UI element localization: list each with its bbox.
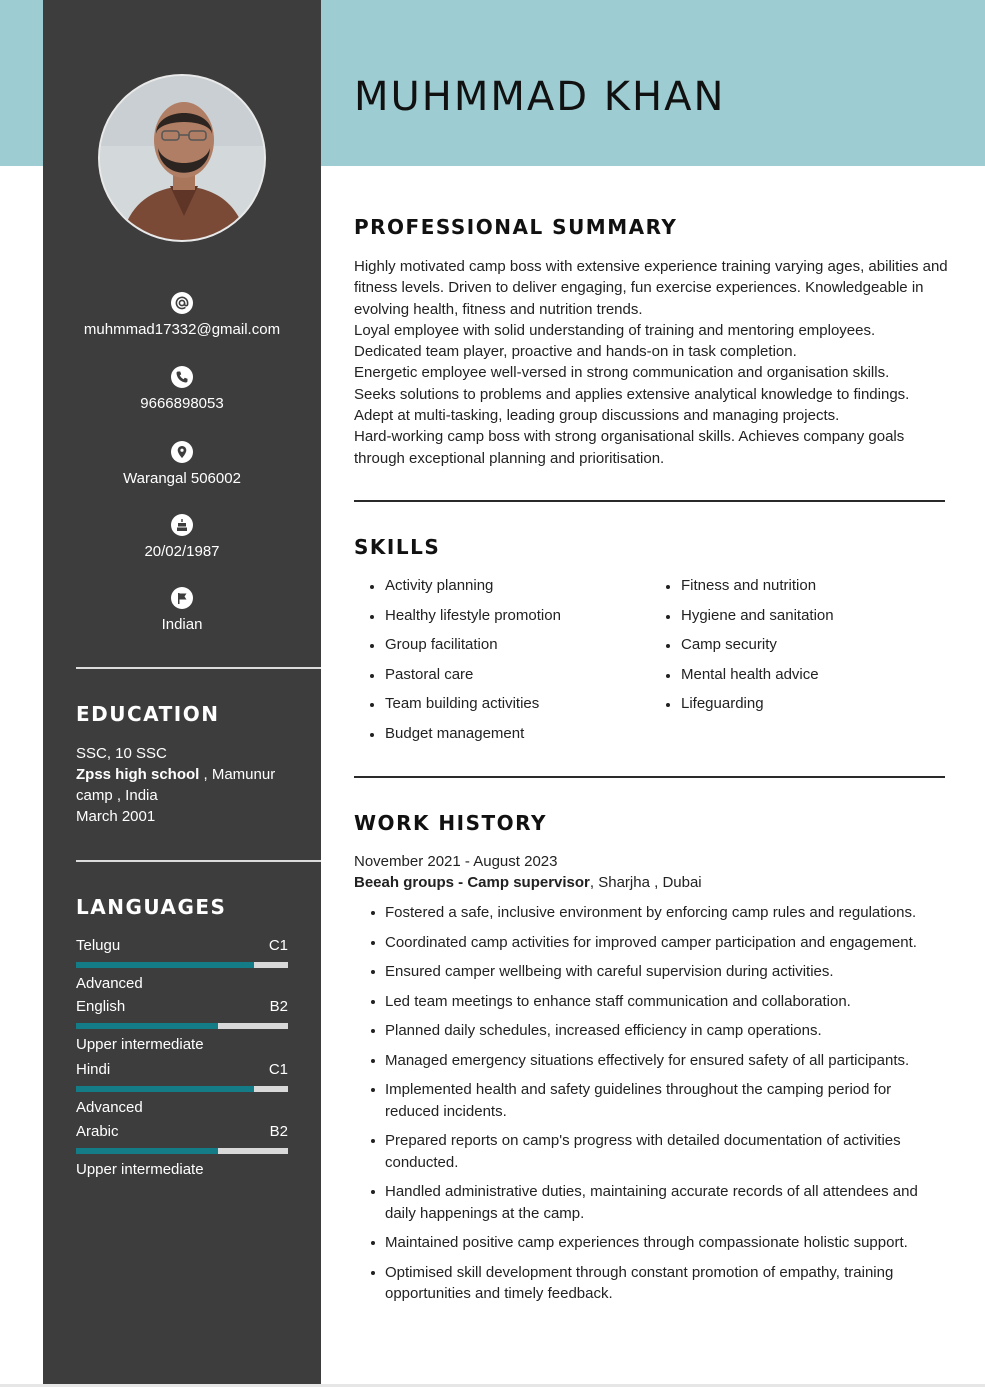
education-degree: SSC, 10 SSC — [76, 745, 167, 762]
summary-line: Loyal employee with solid understanding of training and mentoring employees. — [354, 321, 876, 339]
location-pin-icon — [171, 441, 193, 463]
skill-item: Activity planning — [369, 576, 561, 606]
profile-photo — [98, 74, 266, 242]
work-duty: Led team meetings to enhance staff communication and collaboration. — [354, 991, 949, 1013]
language-level-bar — [76, 1148, 288, 1154]
skill-item: Group facilitation — [369, 635, 561, 665]
education-school-line — [76, 764, 291, 806]
phone-text: 9666898053 — [140, 395, 224, 412]
language-name: English — [76, 998, 126, 1015]
work-history-heading: WORK HISTORY — [354, 811, 547, 835]
work-duty: Implemented health and safety guidelines throughout the camping period for reduced incidents. — [354, 1079, 949, 1122]
sidebar-divider — [76, 860, 321, 862]
contact-nationality — [43, 587, 321, 634]
section-divider — [354, 776, 945, 778]
section-divider — [354, 500, 945, 502]
language-code: B2 — [269, 1123, 288, 1140]
language-item — [76, 1123, 288, 1179]
skill-item: Mental health advice — [665, 665, 834, 695]
language-level: Advanced — [76, 1099, 143, 1116]
skills-list-left — [369, 576, 561, 753]
email-text[interactable]: muhmmad17332@gmail.com — [83, 321, 281, 338]
skill-item: Fitness and nutrition — [665, 576, 834, 606]
language-name: Hindi — [76, 1061, 111, 1078]
language-level-bar — [76, 1086, 288, 1092]
work-duty: Prepared reports on camp's progress with detailed documentation of activities conducted. — [354, 1130, 949, 1173]
summary-line: Highly motivated camp boss with extensive experience training varying ages, abilities and fitness levels. Driven to deliver engaging, fun exercise experiences. Knowledgeable in evolving health, fitness and nutrition trends. — [354, 258, 948, 318]
language-item — [76, 937, 288, 993]
sidebar-divider — [76, 667, 321, 669]
skill-item: Pastoral care — [369, 665, 561, 695]
work-duty: Ensured camper wellbeing with careful supervision during activities. — [354, 961, 949, 983]
work-duty: Fostered a safe, inclusive environment by enforcing camp rules and regulations. — [354, 902, 949, 924]
skills-list-right — [665, 576, 834, 724]
language-item — [76, 1061, 288, 1117]
language-item — [76, 998, 288, 1054]
summary-line: Adept at multi-tasking, leading group discussions and managing projects. — [354, 407, 840, 425]
contact-location — [43, 441, 321, 488]
summary-line: Hard-working camp boss with strong organisational skills. Achieves company goals through exceptional planning and prioritisation. — [354, 428, 905, 467]
work-duty: Managed emergency situations effectively for ensured safety of all participants. — [354, 1050, 949, 1072]
language-level-fill — [76, 1148, 218, 1154]
work-duty: Maintained positive camp experiences through compassionate holistic support. — [354, 1232, 949, 1254]
language-level-bar — [76, 1023, 288, 1029]
work-duty: Optimised skill development through constant promotion of empathy, training opportunities and timely feedback. — [354, 1262, 949, 1305]
summary-line: Energetic employee well-versed in strong communication and organisation skills. — [354, 364, 890, 382]
skill-item: Budget management — [369, 724, 561, 754]
skill-item: Healthy lifestyle promotion — [369, 606, 561, 636]
skills-heading: SKILLS — [354, 535, 441, 559]
flag-icon — [171, 587, 193, 609]
language-level-fill — [76, 1023, 218, 1029]
language-level: Upper intermediate — [76, 1161, 204, 1178]
education-date: March 2001 — [76, 808, 156, 825]
phone-icon — [171, 366, 193, 388]
nationality-text: Indian — [161, 616, 203, 633]
skill-item: Camp security — [665, 635, 834, 665]
work-duties-list — [354, 902, 949, 1313]
location-text: Warangal 506002 — [123, 470, 241, 487]
skill-item: Lifeguarding — [665, 694, 834, 724]
contact-email — [43, 292, 321, 339]
summary-line: Seeks solutions to problems and applies extensive analytical knowledge to findings. — [354, 385, 910, 403]
language-level: Upper intermediate — [76, 1036, 204, 1053]
language-name: Telugu — [76, 937, 121, 954]
education-place: , Mamunur camp , India — [76, 766, 276, 804]
work-date: November 2021 - August 2023 — [354, 853, 558, 870]
birthday-cake-icon — [171, 514, 193, 536]
work-duty: Handled administrative duties, maintaining accurate records of all attendees and daily happenings at the camp. — [354, 1181, 949, 1224]
education-heading: EDUCATION — [76, 702, 220, 726]
language-level-bar — [76, 962, 288, 968]
skill-item: Team building activities — [369, 694, 561, 724]
languages-heading: LANGUAGES — [76, 895, 227, 919]
sidebar — [43, 0, 321, 1384]
contact-dob — [43, 514, 321, 561]
work-duty: Coordinated camp activities for improved camper participation and engagement. — [354, 932, 949, 954]
skill-item: Hygiene and sanitation — [665, 606, 834, 636]
education-entry — [76, 743, 291, 827]
language-code: C1 — [268, 937, 288, 954]
professional-summary — [354, 256, 949, 469]
language-code: C1 — [268, 1061, 288, 1078]
candidate-name: MUHMMAD KHAN — [354, 74, 726, 120]
at-icon — [171, 292, 193, 314]
language-code: B2 — [269, 998, 288, 1015]
work-employer — [354, 874, 702, 891]
language-level-fill — [76, 962, 254, 968]
contact-phone — [43, 366, 321, 413]
summary-heading: PROFESSIONAL SUMMARY — [354, 215, 678, 239]
dob-text: 20/02/1987 — [144, 543, 220, 560]
work-company-place: , Sharjha , Dubai — [589, 874, 702, 891]
language-name: Arabic — [76, 1123, 119, 1140]
work-duty: Planned daily schedules, increased efficiency in camp operations. — [354, 1020, 949, 1042]
summary-line: Dedicated team player, proactive and hands-on in task completion. — [354, 343, 797, 361]
work-company-title: Beeah groups - Camp supervisor — [354, 874, 590, 891]
education-school: Zpss high school — [76, 766, 200, 783]
language-level-fill — [76, 1086, 254, 1092]
language-level: Advanced — [76, 975, 143, 992]
